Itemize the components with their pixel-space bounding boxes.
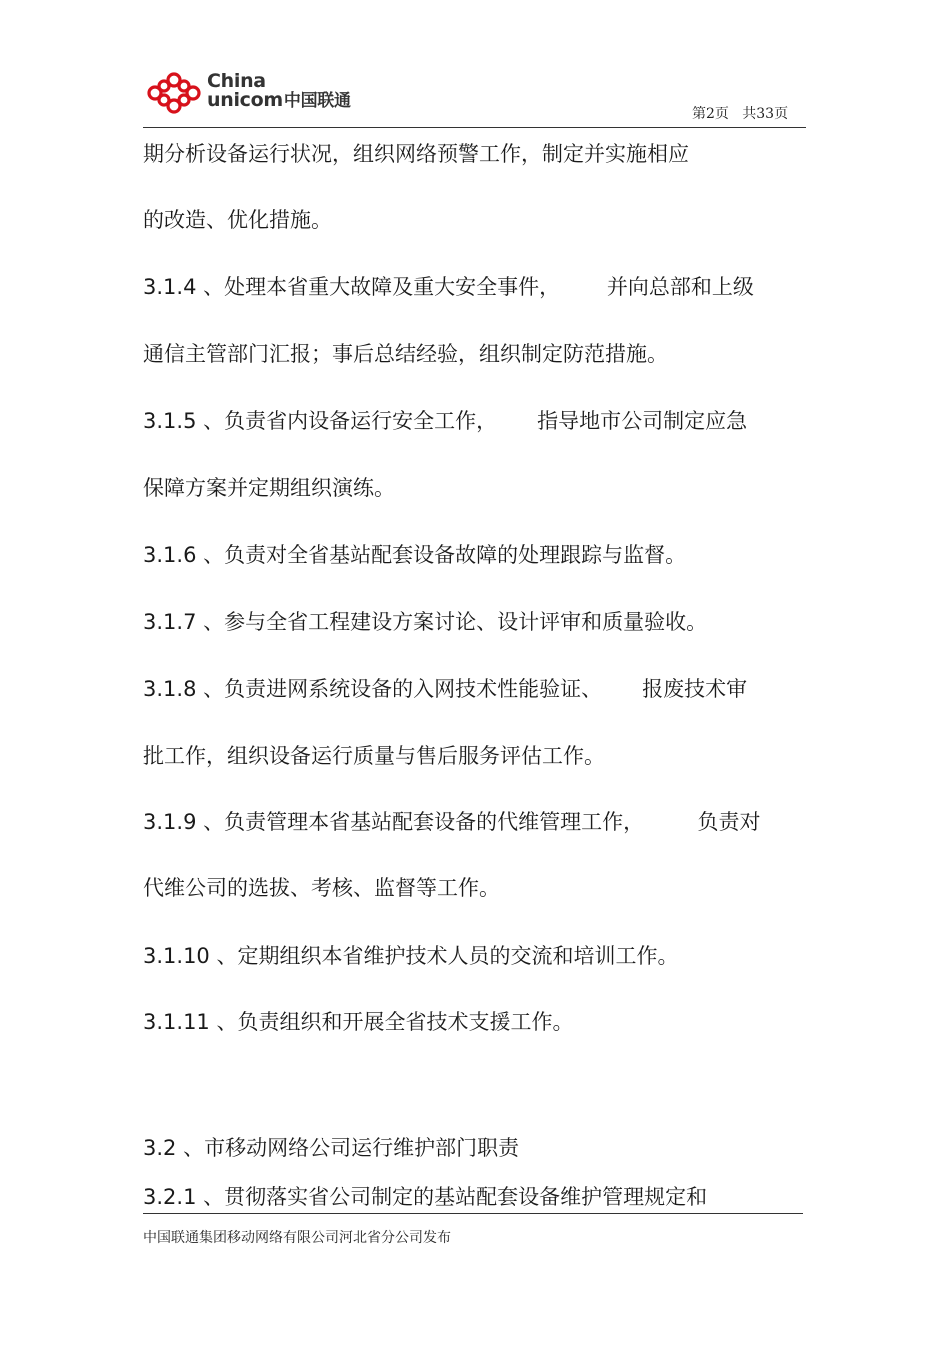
body-line: 3.1.7 、参与全省工程建设方案讨论、设计评审和质量验收。 <box>143 610 708 634</box>
header-divider <box>143 127 806 128</box>
body-line: 通信主管部门汇报；事后总结经验，组织制定防范措施。 <box>143 342 668 366</box>
body-line: 3.1.11 、负责组织和开展全省技术支援工作。 <box>143 1010 574 1034</box>
logo-text-unicom <box>207 91 351 110</box>
body-line: 保障方案并定期组织演练。 <box>143 476 395 500</box>
body-line: 的改造、优化措施。 <box>143 208 332 232</box>
body-line: 3.1.5 、负责省内设备运行安全工作， 指导地市公司制定应急 <box>143 409 748 433</box>
body-line: 3.1.10 、定期组织本省维护技术人员的交流和培训工作。 <box>143 944 679 968</box>
china-unicom-logo-icon <box>145 70 203 116</box>
body-line: 代维公司的选拔、考核、监督等工作。 <box>143 876 500 900</box>
body-line: 3.1.6 、负责对全省基站配套设备故障的处理跟踪与监督。 <box>143 543 687 567</box>
body-line: 3.1.9 、负责管理本省基站配套设备的代维管理工作， 负责对 <box>143 810 761 834</box>
body-line: 3.1.4 、处理本省重大故障及重大安全事件， 并向总部和上级 <box>143 275 754 299</box>
page-number-info: 第2页 共33页 <box>692 106 789 122</box>
logo-text-china: China <box>207 70 266 92</box>
logo-text-unicom-en: unicom <box>207 89 283 111</box>
page-header <box>0 0 950 130</box>
logo-text-cn: 中国联通 <box>283 91 351 111</box>
body-line: 3.2.1 、贯彻落实省公司制定的基站配套设备维护管理规定和 <box>143 1185 708 1209</box>
body-line: 3.1.8 、负责进网系统设备的入网技术性能验证、 报废技术审 <box>143 677 748 701</box>
footer-divider <box>143 1213 803 1214</box>
section-heading: 3.2 、市移动网络公司运行维护部门职责 <box>143 1136 520 1160</box>
body-line: 批工作，组织设备运行质量与售后服务评估工作。 <box>143 744 605 768</box>
footer-publisher: 中国联通集团移动网络有限公司河北省分公司发布 <box>143 1230 451 1246</box>
body-line: 期分析设备运行状况，组织网络预警工作，制定并实施相应 <box>143 142 689 166</box>
